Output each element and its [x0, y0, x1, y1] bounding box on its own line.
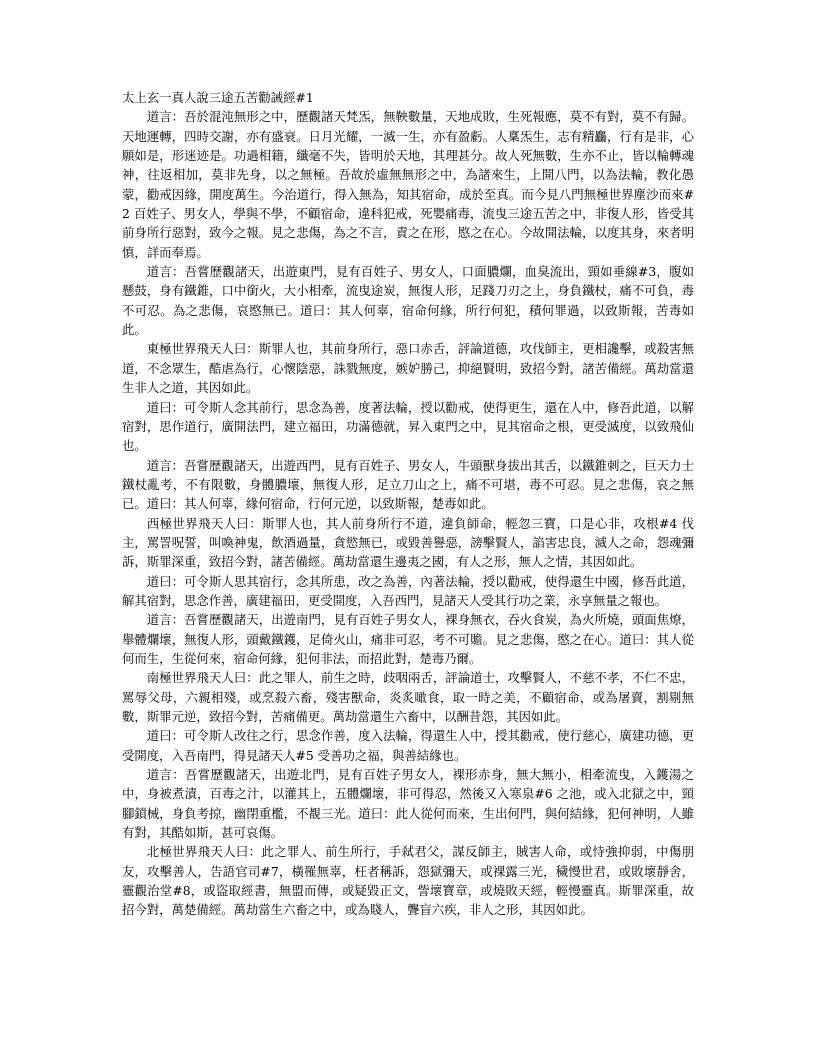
paragraph: 道言：吾嘗歷觀諸天，出遊北門，見有百姓子男女人，裸形赤身，無大無小，相牽流曳，入鑊湯之中，身被煮漬，百毒之汁，以灌其上，五體爛壞，非可得忍，然後又入寒泉#6 之池，或入北獄之中，頸腳鎖械，身負考掠，幽閉重檻，不覩三光。道曰：此人從何而來，生出何門，與何結緣，犯何神明，人雖有對，其酷如斯，甚可哀傷。: [122, 767, 694, 841]
document-text-block: [122, 88, 694, 920]
paragraph: 西極世界飛天人曰：斯罪人也，其人前身所行不道，違負師命，輕忽三寶，口是心非，攻根#4 伐主，罵詈呪誓，叫喚神鬼，飲酒過量，貪慾無已，或毀善譽惡，謗擊賢人，諂害忠良，滅人之命，怨魂彌訴，斯罪深重，致招今對，諸苦備經。萬劫當還生邊夷之國，有人之形，無人之情，其因如此。: [122, 515, 694, 570]
paragraph: 南極世界飛天人曰：此之罪人，前生之時，歧咽兩舌，評論道士，攻擊賢人，不慈不孝，不仁不忠，罵辱父母，六親相殘，或烹殺六畜，殘害獸命，炎炙噉食，取一時之美，不顧宿命，或為屠賣，割剔無數，斯罪元逆，致招今對，苦痛備更。萬劫當還生六畜中，以酬昔怨，其因如此。: [122, 670, 694, 724]
paragraph: 北極世界飛天人曰：此之罪人、前生所行，手弒君父，謀反師主，賊害人命，或恃強抑弱，中傷朋友，攻擊善人，告語官司#7，橫罹無辜，枉者稱訴，怨獄彌天，或裸露三光，穢慢世君，或敗壞靜舍，靈觀治堂#8，或盜取經書，無盟而傳，或疑毀正文，訾壞寶章，或燒敗天經，輕慢靈真。斯罪深重，故招今對，萬楚備經。萬劫當生六畜之中，或為賤人，聾盲六疾，非人之形，其因如此。: [122, 844, 694, 918]
paragraph: 道言：吾嘗歷觀諸天，出遊南門，見有百姓子男女人，裸身無衣，吞火食炭，為火所燒，頭面焦燎，舉體爛壞，無復人形，頭戴鐵鑊，足倚火山，痛非可忍，考不可贍。見之悲傷，愍之在心。道曰：其人從何而生，生從何來，宿命何緣，犯何非法，而招此對，楚毒乃爾。: [122, 612, 694, 666]
document-title: 太上玄一真人說三途五苦勸誡經#1: [122, 90, 314, 105]
paragraph: 道言：吾嘗歷觀諸天，出遊西門，見有百姓子、男女人，牛頭獸身拔出其舌，以鐵錐刺之，巨天力士鐵杖亂考，不有限數，身體膿壞，無復人形，足立刀山之上，痛不可堪，毒不可忍。見之悲傷，哀之無已。道曰：其人何辜，緣何宿命，行何元逆，以致斯報，楚毒如此。: [122, 457, 694, 512]
paragraph: 道曰：可令斯人思其宿行，念其所患，改之為善，內著法輪，授以勸戒，使得還生中國，修吾此道，解其宿對，思念作善，廣建福田，更受開度，入吾西門，見諸天人受其行功之業，永享無量之報也。: [122, 573, 694, 608]
paragraph: 東極世界飛天人曰：斯罪人也，其前身所行，惡口赤舌，評論道德，攻伐師主，更相讒擊，或殺害無道，不念眾生，酷虐為行，心懷陰惡，誅戮無度，嫉妒勝己，抑絕賢明，致招今對，諸苦備經。萬劫當還生非人之道，其因如此。: [122, 341, 694, 396]
paragraph: 道言：吾於混沌無形之中，歷觀諸天梵炁，無鞅數量，天地成敗，生死報應，莫不有對，莫不有歸。天地運轉，四時交謝，亦有盛衰。日月光耀，一滅一生，亦有盈虧。人稟炁生，志有精麤，行有是非，心願如是，形迷迹是。功過相籍，纖毫不失，皆明於天地，其理甚分。故人死無數，生亦不止，皆以輪轉魂神，往返相加，莫非先身，以之無極。吾故於虛無無形之中，為諸來生，上開八門，以為法輪，教化愚蒙，勸戒因緣，開度萬生。今治道行，得入無為，知其宿命，成於至真。而今見八門無極世界塵沙而來#2 百姓子、男女人，學與不學，不顧宿命，違科犯戒，死嬰痛毒，流曳三途五苦之中，非復人形，皆受其前身所行惡對，致今之報。見之悲傷，為之不言，責之在形，愍之在心。今故開法輪，以度其身，來者明慎，詳而奉焉。: [122, 109, 694, 260]
paragraph: 道曰：可令斯人改往之行，思念作善，度入法輪，得還生人中，授其勸戒，使行慈心，廣建功德，更受開度，入吾南門，得見諸天人#5 受善功之福，與善結緣也。: [122, 728, 694, 763]
paragraph: 道曰：可令斯人念其前行，思念為善，度著法輪，授以勸戒，使得更生，還在人中，修吾此道，以解宿對，思作道行，廣開法門，建立福田，功滿德就，昇入東門之中，見其宿命之根，更受滅度，以致飛仙也。: [122, 399, 694, 454]
paragraph: 道言：吾嘗歷觀諸天，出遊東門，見有百姓子、男女人，口面膿爛，血臭流出，頸如垂線#3，腹如懸鼓，身有鐵錐，口中銜火，大小相牽，流曳途炭，無復人形，足踐刀刃之上，身負鐵杖，痛不可負，毒不可忍。為之悲傷，哀愍無已。道曰：其人何辜，宿命何緣，所行何犯，積何罪過，以致斯報，苦毒如此。: [122, 264, 694, 338]
